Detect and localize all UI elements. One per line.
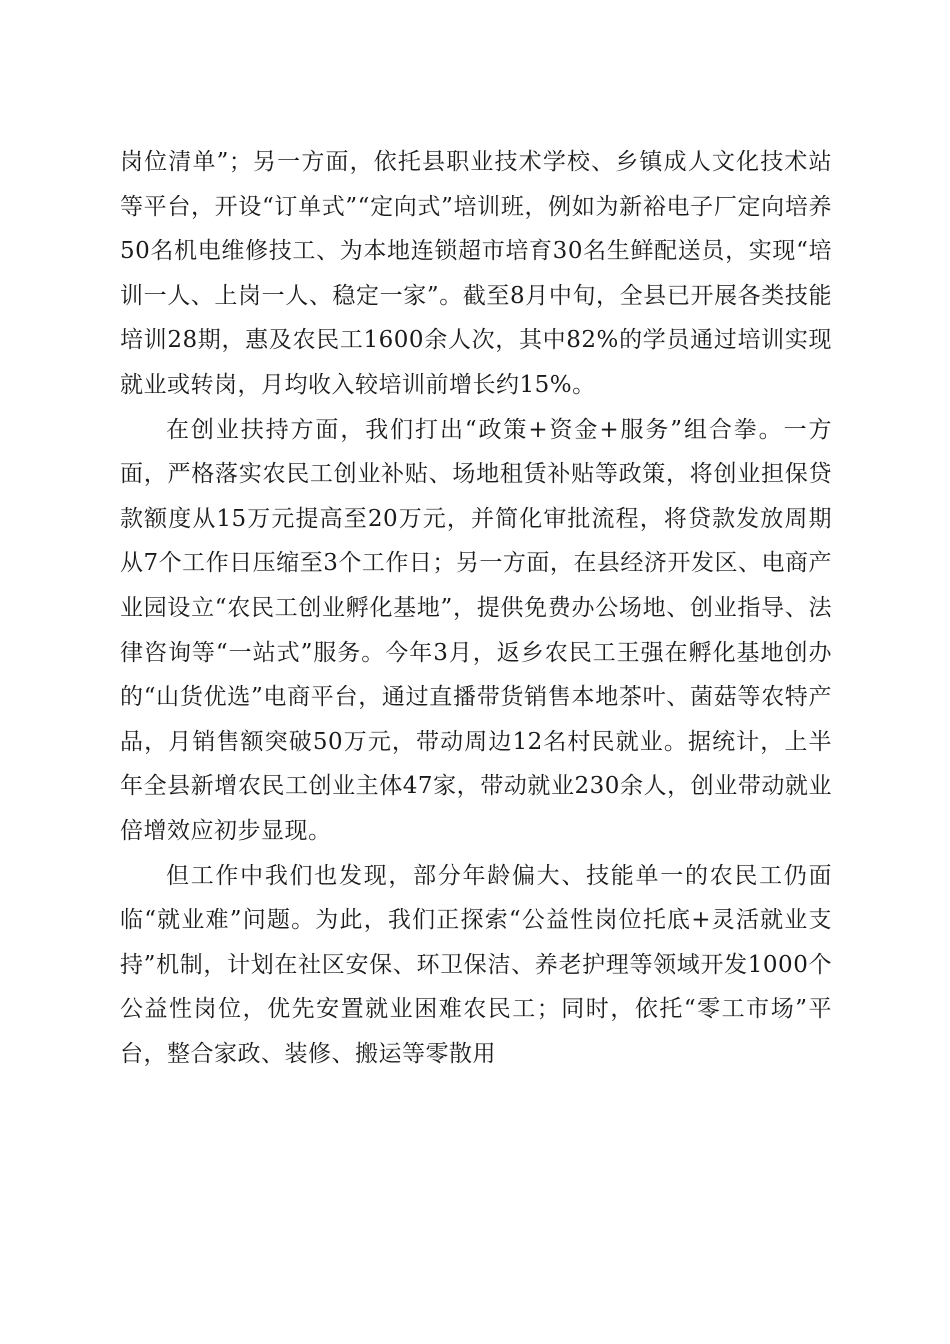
- paragraph-entrepreneurship-support: 在创业扶持方面，我们打出“政策+资金+服务”组合拳。一方面，严格落实农民工创业补贴、场地租赁补贴等政策，将创业担保贷款额度从15万元提高至20万元，并简化审批流程，将贷款发放周期从7个工作日压缩至3个工作日；另一方面，在县经济开发区、电商产业园设立“农民工创业孵化基地”，提供免费办公场地、创业指导、法律咨询等“一站式”服务。今年3月，返乡农民工王强在孵化基地创办的“山货优选”电商平台，通过直播带货销售本地茶叶、菌菇等农特产品，月销售额突破50万元，带动周边12名村民就业。据统计，上半年全县新增农民工创业主体47家，带动就业230余人，创业带动就业倍增效应初步显现。: [120, 416, 832, 844]
- paragraph-training-results: 岗位清单”；另一方面，依托县职业技术学校、乡镇成人文化技术站等平台，开设“订单式”“定向式”培训班，例如为新裕电子厂定向培养50名机电维修技工、为本地连锁超市培育30名生鲜配送员，实现“培训一人、上岗一人、稳定一家”。截至8月中旬，全县已开展各类技能培训28期，惠及农民工1600余人次，其中82%的学员通过培训实现就业或转岗，月均收入较培训前增长约15%。: [120, 149, 832, 398]
- document-body: [120, 140, 832, 1076]
- paragraph-employment-difficulty: 但工作中我们也发现，部分年龄偏大、技能单一的农民工仍面临“就业难”问题。为此，我们正探索“公益性岗位托底+灵活就业支持”机制，计划在社区安保、环卫保洁、养老护理等领域开发1000个公益性岗位，优先安置就业困难农民工；同时，依托“零工市场”平台，整合家政、装修、搬运等零散用: [120, 862, 832, 1067]
